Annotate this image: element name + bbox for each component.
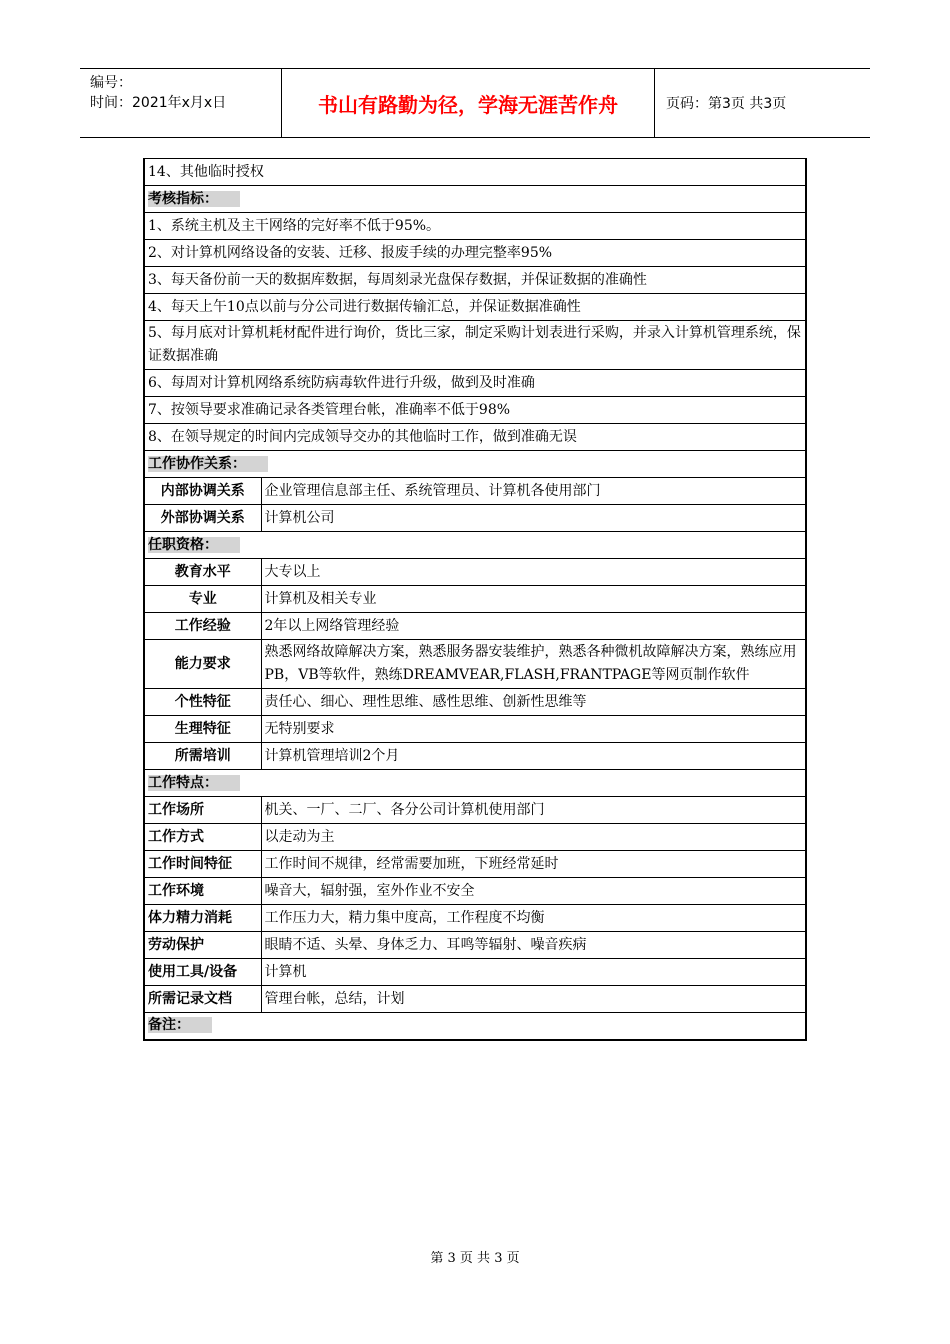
authority-item: 14、其他临时授权 (144, 159, 806, 186)
section-header-row (144, 532, 806, 559)
table-row (144, 640, 806, 689)
row-label: 体力精力消耗 (144, 905, 261, 932)
row-value: 企业管理信息部主任、系统管理员、计算机各使用部门 (261, 478, 806, 505)
section-header-row (144, 1013, 806, 1040)
table-row (144, 478, 806, 505)
row-value: 计算机及相关专业 (261, 586, 806, 613)
table-row (144, 267, 806, 294)
table-row (144, 689, 806, 716)
table-row (144, 424, 806, 451)
header-page-info: 页码：第3页 共3页 (666, 96, 787, 112)
table-row (144, 824, 806, 851)
table-row (144, 240, 806, 267)
row-label: 工作经验 (144, 613, 261, 640)
row-value: 2年以上网络管理经验 (261, 613, 806, 640)
row-value: 大专以上 (261, 559, 806, 586)
page-header (80, 68, 870, 138)
row-value: 机关、一厂、二厂、各分公司计算机使用部门 (261, 797, 806, 824)
row-value: 计算机 (261, 959, 806, 986)
kpi-item: 3、每天备份前一天的数据库数据，每周刻录光盘保存数据，并保证数据的准确性 (144, 267, 806, 294)
row-label: 能力要求 (144, 640, 261, 689)
page-footer: 第 3 页 共 3 页 (430, 1251, 520, 1266)
kpi-item: 7、按领导要求准确记录各类管理台帐，准确率不低于98% (144, 397, 806, 424)
row-label: 使用工具/设备 (144, 959, 261, 986)
kpi-item: 2、对计算机网络设备的安装、迁移、报废手续的办理完整率95% (144, 240, 806, 267)
row-label: 个性特征 (144, 689, 261, 716)
row-value: 无特别要求 (261, 716, 806, 743)
code-label: 编号： (90, 75, 132, 91)
table-row (144, 321, 806, 370)
table-row (144, 397, 806, 424)
row-label: 工作方式 (144, 824, 261, 851)
row-value: 熟悉网络故障解决方案，熟悉服务器安装维护，熟悉各种微机故障解决方案，熟练应用PB，VB等软件，熟练DREAMVEAR,FLASH,FRANTPAGE等网页制作软件 (261, 640, 806, 689)
row-value: 责任心、细心、理性思维、感性思维、创新性思维等 (261, 689, 806, 716)
table-row (144, 932, 806, 959)
row-label: 生理特征 (144, 716, 261, 743)
row-value: 管理台帐，总结，计划 (261, 986, 806, 1013)
table-row (144, 986, 806, 1013)
row-value: 噪音大，辐射强，室外作业不安全 (261, 878, 806, 905)
kpi-item: 1、系统主机及主干网络的完好率不低于95%。 (144, 213, 806, 240)
table-row (144, 851, 806, 878)
kpi-item: 8、在领导规定的时间内完成领导交办的其他临时工作，做到准确无误 (144, 424, 806, 451)
section-header-row (144, 451, 806, 478)
row-label: 工作环境 (144, 878, 261, 905)
kpi-item: 5、每月底对计算机耗材配件进行询价，货比三家，制定采购计划表进行采购，并录入计算机管理系统，保证数据准确 (144, 321, 806, 370)
table-row (144, 959, 806, 986)
row-value: 以走动为主 (261, 824, 806, 851)
row-label: 教育水平 (144, 559, 261, 586)
kpi-item: 4、每天上午10点以前与分公司进行数据传输汇总，并保证数据准确性 (144, 294, 806, 321)
job-description-table (143, 158, 807, 1041)
table-row (144, 613, 806, 640)
row-label: 内部协调关系 (144, 478, 261, 505)
row-label: 工作时间特征 (144, 851, 261, 878)
kpi-section-title: 考核指标： (144, 186, 806, 213)
table-row (144, 743, 806, 770)
row-label: 劳动保护 (144, 932, 261, 959)
section-header-row (144, 770, 806, 797)
table-row (144, 370, 806, 397)
table-row (144, 905, 806, 932)
row-label: 工作场所 (144, 797, 261, 824)
table-row (144, 294, 806, 321)
remarks-section-title: 备注： (144, 1013, 806, 1040)
row-value: 眼睛不适、头晕、身体乏力、耳鸣等辐射、噪音疾病 (261, 932, 806, 959)
row-value: 计算机管理培训2个月 (261, 743, 806, 770)
table-row (144, 716, 806, 743)
relations-section-title: 工作协作关系： (144, 451, 806, 478)
header-divider (654, 69, 655, 137)
row-label: 所需记录文档 (144, 986, 261, 1013)
row-label: 专业 (144, 586, 261, 613)
table-row (144, 586, 806, 613)
row-label: 外部协调关系 (144, 505, 261, 532)
qualifications-section-title: 任职资格： (144, 532, 806, 559)
features-section-title: 工作特点： (144, 770, 806, 797)
date-label: 时间：2021年x月x日 (90, 95, 227, 111)
table-row (144, 505, 806, 532)
row-value: 工作时间不规律，经常需要加班，下班经常延时 (261, 851, 806, 878)
header-meta (90, 73, 226, 113)
table-row (144, 878, 806, 905)
section-header-row (144, 186, 806, 213)
header-motto: 书山有路勤为径，学海无涯苦作舟 (318, 92, 618, 117)
table-row (144, 159, 806, 186)
row-value: 计算机公司 (261, 505, 806, 532)
table-row (144, 213, 806, 240)
row-label: 所需培训 (144, 743, 261, 770)
row-value: 工作压力大，精力集中度高，工作程度不均衡 (261, 905, 806, 932)
kpi-item: 6、每周对计算机网络系统防病毒软件进行升级，做到及时准确 (144, 370, 806, 397)
table-row (144, 797, 806, 824)
table-row (144, 559, 806, 586)
